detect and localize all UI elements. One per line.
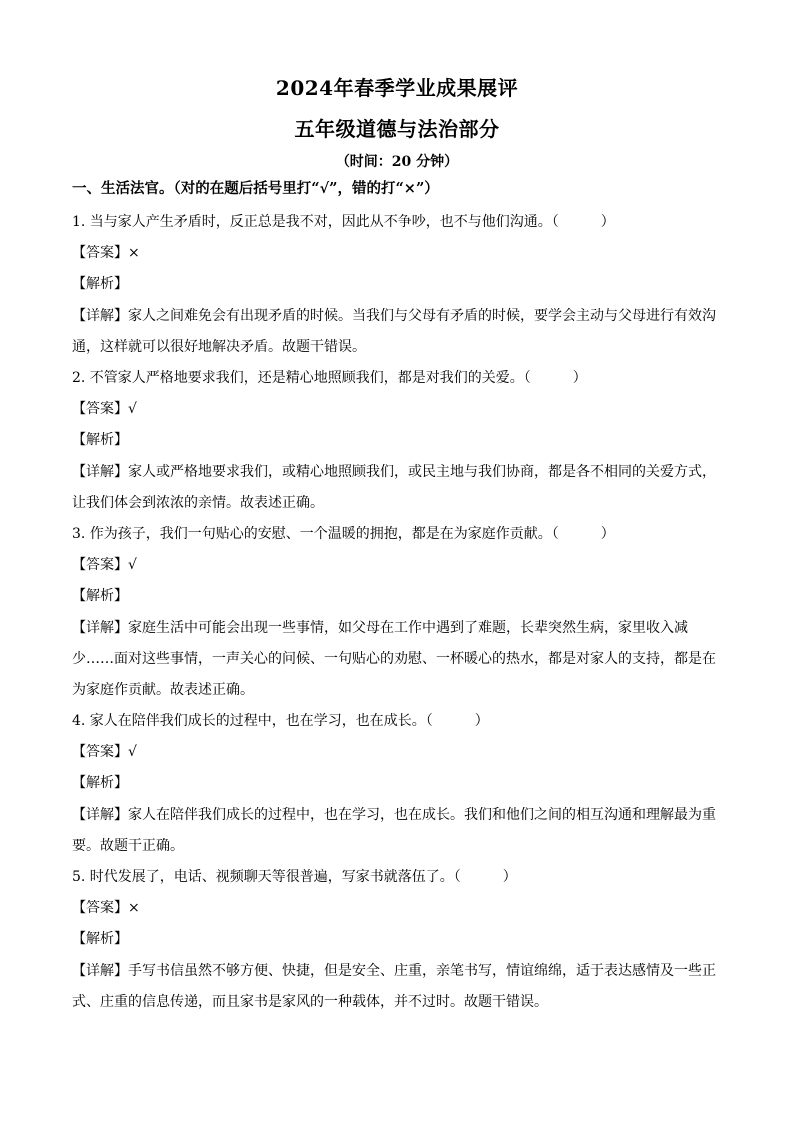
detail-2-line-2: 让我们体会到浓浓的亲情。故表述正确。	[72, 495, 324, 511]
detail-label: 【详解】	[72, 963, 128, 979]
detail-label: 【详解】	[72, 807, 128, 823]
page-title: 2024年春季学业成果展评	[275, 76, 519, 100]
detail-2-line-1	[72, 462, 716, 482]
answer-2	[72, 399, 137, 419]
time-limit: （时间：20 分钟）	[335, 154, 459, 170]
detail-1-line-2: 通，这样就可以很好地解决矛盾。故题干错误。	[72, 339, 366, 355]
detail-4-line-2: 要。故题干正确。	[72, 838, 184, 854]
question-3: 3. 作为孩子，我们一句贴心的安慰、一个温暖的拥抱，都是在为家庭作贡献。（ ）	[72, 526, 615, 542]
section-heading: 一、生活法官。（对的在题后括号里打“√”，错的打“×”）	[72, 180, 439, 197]
answer-value: ×	[128, 245, 140, 261]
question-4: 4. 家人在陪伴我们成长的过程中，也在学习，也在成长。（ ）	[72, 713, 489, 729]
detail-3-line-2: 少……面对这些事情，一声关心的问候、一句贴心的劝慰、一杯暖心的热水，都是对家人的支持，都是在	[72, 651, 716, 667]
page-subtitle: 五年级道德与法治部分	[294, 117, 500, 141]
answer-label: 【答案】	[72, 245, 128, 261]
answer-label: 【答案】	[72, 900, 128, 916]
answer-value: √	[128, 557, 137, 573]
answer-label: 【答案】	[72, 744, 128, 760]
detail-label: 【详解】	[72, 620, 128, 636]
question-1: 1. 当与家人产生矛盾时，反正总是我不对，因此从不争吵，也不与他们沟通。（ ）	[72, 214, 615, 230]
detail-5-line-2: 式、庄重的信息传递，而且家书是家风的一种载体，并不过时。故题干错误。	[72, 994, 548, 1010]
analysis-label-5: 【解析】	[72, 931, 128, 947]
analysis-label-2: 【解析】	[72, 432, 128, 448]
detail-text: 家人或严格地要求我们，或精心地照顾我们，或民主地与我们协商，都是各不相同的关爱方式，	[128, 464, 716, 480]
detail-text: 手写书信虽然不够方便、快捷，但是安全、庄重，亲笔书写，情谊绵绵，适于表达感情及一些正	[128, 963, 716, 979]
question-2: 2. 不管家人严格地要求我们，还是精心地照顾我们，都是对我们的关爱。（ ）	[72, 370, 587, 386]
analysis-label-4: 【解析】	[72, 775, 128, 791]
question-5: 5. 时代发展了，电话、视频聊天等很普遍，写家书就落伍了。（ ）	[72, 869, 517, 885]
detail-3-line-1	[72, 618, 688, 638]
detail-5-line-1	[72, 961, 716, 981]
answer-1	[72, 243, 140, 263]
detail-3-line-3: 为家庭作贡献。故表述正确。	[72, 682, 254, 698]
detail-label: 【详解】	[72, 464, 128, 480]
answer-3	[72, 555, 137, 575]
answer-value: √	[128, 401, 137, 417]
detail-text: 家人在陪伴我们成长的过程中，也在学习，也在成长。我们和他们之间的相互沟通和理解最为重	[128, 807, 716, 823]
detail-1-line-1	[72, 306, 716, 326]
detail-text: 家人之间难免会有出现矛盾的时候。当我们与父母有矛盾的时候，要学会主动与父母进行有效沟	[128, 308, 716, 324]
answer-value: √	[128, 744, 137, 760]
analysis-label-1: 【解析】	[72, 276, 128, 292]
detail-text: 家庭生活中可能会出现一些事情，如父母在工作中遇到了难题，长辈突然生病，家里收入减	[128, 620, 688, 636]
detail-label: 【详解】	[72, 308, 128, 324]
analysis-label-3: 【解析】	[72, 588, 128, 604]
detail-4-line-1	[72, 805, 716, 825]
answer-label: 【答案】	[72, 557, 128, 573]
answer-4	[72, 742, 137, 762]
answer-label: 【答案】	[72, 401, 128, 417]
answer-value: ×	[128, 900, 140, 916]
answer-5	[72, 898, 140, 918]
